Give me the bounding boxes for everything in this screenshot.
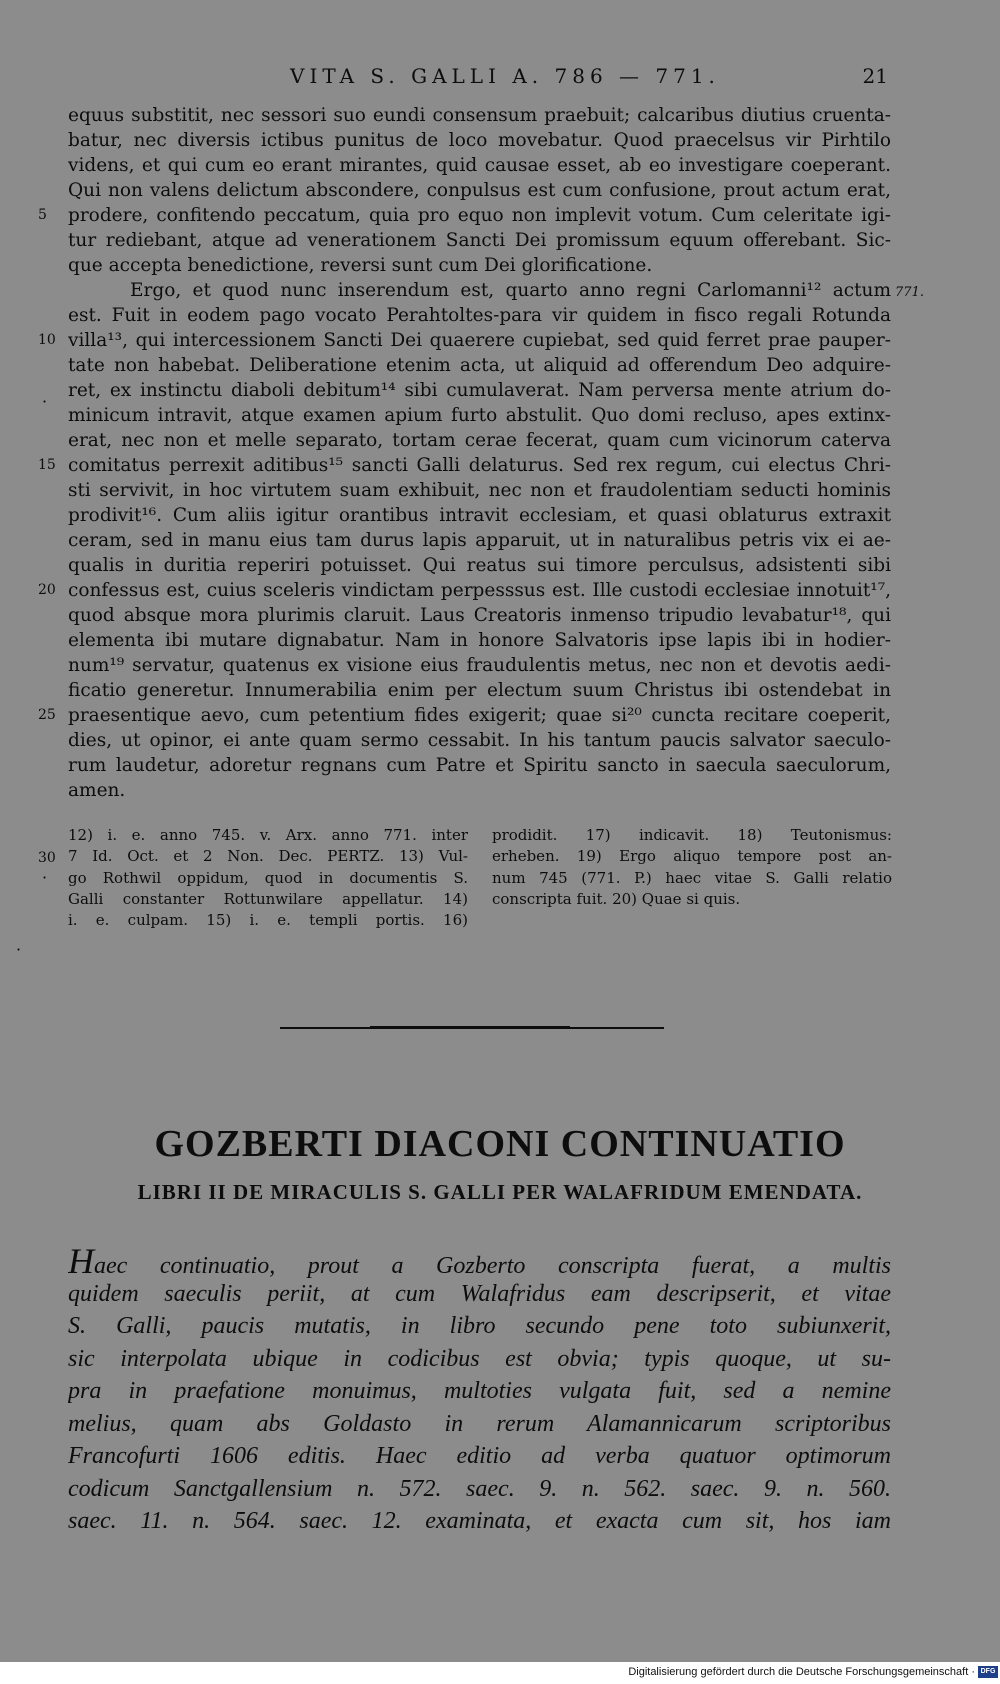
line-number: 10	[38, 332, 56, 348]
footnote-line: erheben. 19) Ergo aliquo tempore post an-	[492, 847, 892, 866]
footnote-line: prodidit. 17) indicavit. 18) Teutonismus:	[492, 826, 892, 844]
text-line: batur, nec diversis ictibus punitus de loco movebatur. Quod praecelsus vir Pirhtilo	[68, 130, 891, 151]
line-number: 30	[38, 850, 56, 866]
text-line: quod absque mora plurimis claruit. Laus Creatoris inmenso tripudio levabatur¹⁸, qui	[68, 605, 891, 626]
text-line: tate non habebat. Deliberatione etenim acta, ut aliquid ad offerendum Deo adquire-	[68, 355, 891, 376]
text-line: videns, et qui cum eo erant mirantes, quid causae esset, ab eo investigare coeperant.	[68, 155, 891, 176]
line-number: 5	[38, 207, 47, 223]
text-line: rum laudetur, adoretur regnans cum Patre et Spiritu sancto in saecula saeculorum,	[68, 755, 891, 776]
text-line: ficatio generetur. Innumerabilia enim per electum suum Christus ibi ostendebat in	[68, 680, 891, 701]
text-line: villa¹³, qui intercessionem Sancti Dei quaerere cupiebat, sed quid ferret prae pauper-	[68, 330, 891, 351]
text-line: comitatus perrexit aditibus¹⁵ sancti Galli delaturus. Sed rex regum, cui electus Chri-	[68, 455, 891, 476]
italic-line	[68, 1245, 891, 1278]
text-line: prodere, confitendo peccatum, quia pro equo non implevit votum. Cum celeritate igi-	[68, 205, 891, 226]
text-line: sti servivit, in hoc virtutem suam exhibuit, nec non et fraudolentiam seducti hominis	[68, 480, 891, 501]
text-line: erat, nec non et melle separato, tortam cerae fecerat, quam cum vicinorum caterva	[68, 430, 891, 451]
margin-mark: ·	[42, 392, 48, 411]
text-line: praesentique aevo, cum petentium fides exigerit; quae si²⁰ cuncta recitare coeperit,	[68, 705, 891, 726]
footnotes-right	[492, 825, 892, 910]
digitization-credit	[600, 1666, 998, 1684]
italic-line: codicum Sanctgallensium n. 572. saec. 9. n. 562. saec. 9. n. 560.	[68, 1476, 891, 1502]
footnote-line: 7 Id. Oct. et 2 Non. Dec. PERTZ. 13) Vul-	[68, 847, 468, 866]
italic-line: saec. 11. n. 564. saec. 12. examinata, et exacta cum sit, hos iam	[68, 1508, 891, 1534]
text-line: Qui non valens delictum abscondere, conpulsus est cum confusione, prout actum erat,	[68, 180, 891, 201]
text-line: dies, ut opinor, ei ante quam sermo cessabit. In his tantum paucis salvator saeculo-	[68, 730, 891, 751]
italic-line: quidem saeculis periit, at cum Walafridus eam descripserit, et vitae	[68, 1281, 891, 1307]
text-line: ret, ex instinctu diaboli debitum¹⁴ sibi cumulaverat. Nam perversa mente atrium do-	[68, 380, 891, 401]
italic-line: S. Galli, paucis mutatis, in libro secundo pene toto subiunxerit,	[68, 1313, 891, 1339]
footnote-line: Galli constanter Rottunwilare appellatur. 14)	[68, 889, 468, 908]
text-line: prodivit¹⁶. Cum aliis igitur orantibus intravit ecclesiam, et quasi oblaturus extraxit	[68, 505, 891, 526]
page-number: 21	[862, 64, 888, 88]
credit-text: Digitalisierung gefördert durch die Deutsche Forschungsgemeinschaft ·	[628, 1666, 975, 1678]
italic-line: sic interpolata ubique in codicibus est obvia; typis quoque, ut su-	[68, 1346, 891, 1372]
text-line: minicum intravit, atque examen apium furto abstulit. Quo domi recluso, apes extinx-	[68, 405, 891, 426]
footnote-line: conscripta fuit. 20) Quae si quis.	[492, 889, 741, 908]
line-number: 20	[38, 582, 56, 598]
footnote-line: num 745 (771. P.) haec vitae S. Galli relatio	[492, 868, 892, 887]
line-number: 25	[38, 707, 56, 723]
footnote-line: go Rothwil oppidum, quod in documentis S.	[68, 868, 468, 887]
continuation-title: GOZBERTI DIACONI CONTINUATIO	[154, 1123, 846, 1165]
margin-mark: ·	[16, 940, 22, 959]
footnote-line: 12) i. e. anno 745. v. Arx. anno 771. inter	[68, 826, 468, 844]
text-line: est. Fuit in eodem pago vocato Perahtoltes-para vir quidem in fisco regali Rotunda	[68, 305, 891, 326]
text-line: equus substitit, nec sessori suo eundi consensum praebuit; calcaribus diutius cruenta-	[68, 105, 891, 126]
italic-line: Francofurti 1606 editis. Haec editio ad verba quatuor optimorum	[68, 1443, 891, 1469]
dfg-logo: DFG	[978, 1666, 998, 1678]
text-line: amen.	[68, 780, 126, 801]
running-title: VITA S. GALLI A. 786 — 771.	[290, 64, 720, 88]
italic-line-text: aec continuatio, prout a Gozberto conscripta fuerat, a multis	[94, 1253, 891, 1278]
footnote-line: i. e. culpam. 15) i. e. templi portis. 16)	[68, 911, 468, 930]
text-line: qualis in duritia reperiri potuisset. Qui reatus sui timore perculsus, adsistenti sibi	[68, 555, 891, 576]
text-line: confessus est, cuius sceleris vindictam perpesssus est. Ille custodi ecclesiae innotuit¹⁷,	[68, 580, 891, 601]
text-line: Ergo, et quod nunc inserendum est, quarto anno regni Carlomanni¹² actum	[130, 280, 891, 301]
running-header	[0, 64, 1000, 90]
text-line: tur rediebant, atque ad venerationem Sancti Dei promissum equum offerebant. Sic-	[68, 230, 891, 251]
continuation-subtitle: LIBRI II DE MIRACULIS S. GALLI PER WALAFRIDUM EMENDATA.	[137, 1180, 863, 1204]
text-line: num¹⁹ servatur, quatenus ex visione eius fraudulentis metus, nec non et devotis aedi-	[68, 655, 891, 676]
line-number: 15	[38, 457, 56, 473]
text-line: que accepta benedictione, reversi sunt cum Dei glorificatione.	[68, 255, 653, 276]
italic-line: pra in praefatione monuimus, multoties vulgata fuit, sed a nemine	[68, 1378, 891, 1404]
section-divider-center	[370, 1026, 570, 1029]
drop-cap: H	[68, 1245, 94, 1278]
text-line: ceram, sed in manu eius tam durus lapis apparuit, ut in naturalibus petris vix ei ae-	[68, 530, 891, 551]
italic-line: melius, quam abs Goldasto in rerum Alamannicarum scriptoribus	[68, 1411, 891, 1437]
margin-year: 771.	[895, 285, 924, 300]
footnotes-left	[68, 825, 468, 931]
margin-mark: ·	[42, 868, 48, 887]
text-line: elementa ibi mutare dignabatur. Nam in honore Salvatoris ipse lapis ibi in hodier-	[68, 630, 891, 651]
